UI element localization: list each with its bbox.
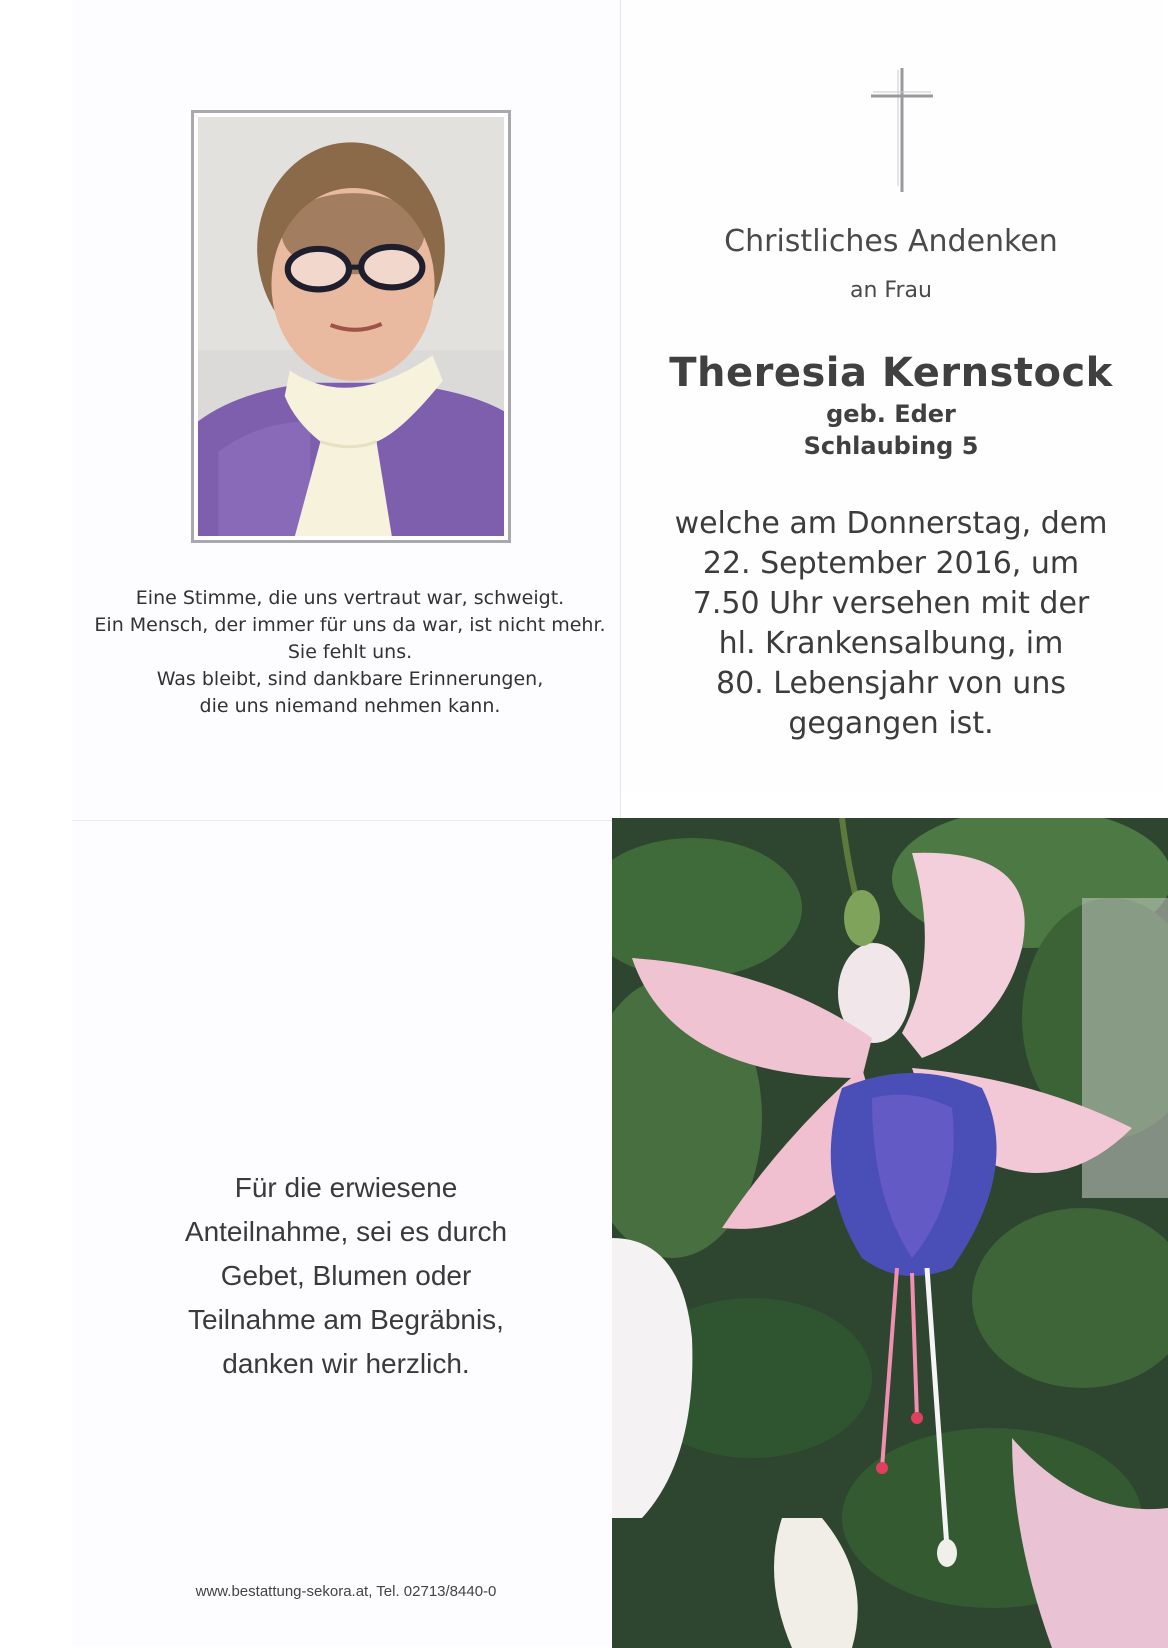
thanks-block	[80, 1166, 612, 1386]
maiden-name: geb. Eder	[826, 400, 956, 428]
poem-line: Was bleibt, sind dankbare Erinnerungen,	[156, 668, 544, 690]
thanks-line: Teilnahme am Begräbnis,	[188, 1304, 504, 1335]
funeral-home-contact: www.bestattung-sekora.at, Tel. 02713/8440-0	[195, 1583, 497, 1600]
death-announcement	[620, 504, 1162, 744]
thanks-line: Für die erwiesene	[234, 1172, 458, 1203]
thanks-line: Anteilnahme, sei es durch	[184, 1216, 508, 1247]
announcement-line: 80. Lebensjahr von uns	[716, 666, 1066, 701]
salutation: an Frau	[850, 278, 932, 303]
thanks-line: danken wir herzlich.	[222, 1348, 470, 1379]
fuchsia-flower-photo	[612, 818, 1168, 1648]
poem-block	[80, 585, 620, 720]
portrait-illustration	[198, 117, 504, 536]
cross-icon	[867, 66, 937, 194]
flower-illustration	[612, 818, 1168, 1648]
poem-line: Eine Stimme, die uns vertraut war, schweigt.	[135, 587, 565, 609]
thanks-line: Gebet, Blumen oder	[220, 1260, 472, 1291]
memorial-title: Christliches Andenken	[724, 224, 1058, 259]
announcement-line: 22. September 2016, um	[702, 546, 1080, 581]
poem-line: die uns niemand nehmen kann.	[199, 695, 501, 717]
portrait-photo	[191, 110, 511, 543]
announcement-line: welche am Donnerstag, dem	[674, 506, 1108, 541]
announcement-line: gegangen ist.	[788, 706, 994, 741]
announcement-line: hl. Krankensalbung, im	[718, 626, 1064, 661]
announcement-line: 7.50 Uhr versehen mit der	[692, 586, 1090, 621]
address: Schlaubing 5	[803, 432, 979, 460]
poem-line: Sie fehlt uns.	[287, 641, 413, 663]
deceased-name: Theresia Kernstock	[669, 350, 1113, 396]
poem-line: Ein Mensch, der immer für uns da war, ist nicht mehr.	[94, 614, 606, 636]
